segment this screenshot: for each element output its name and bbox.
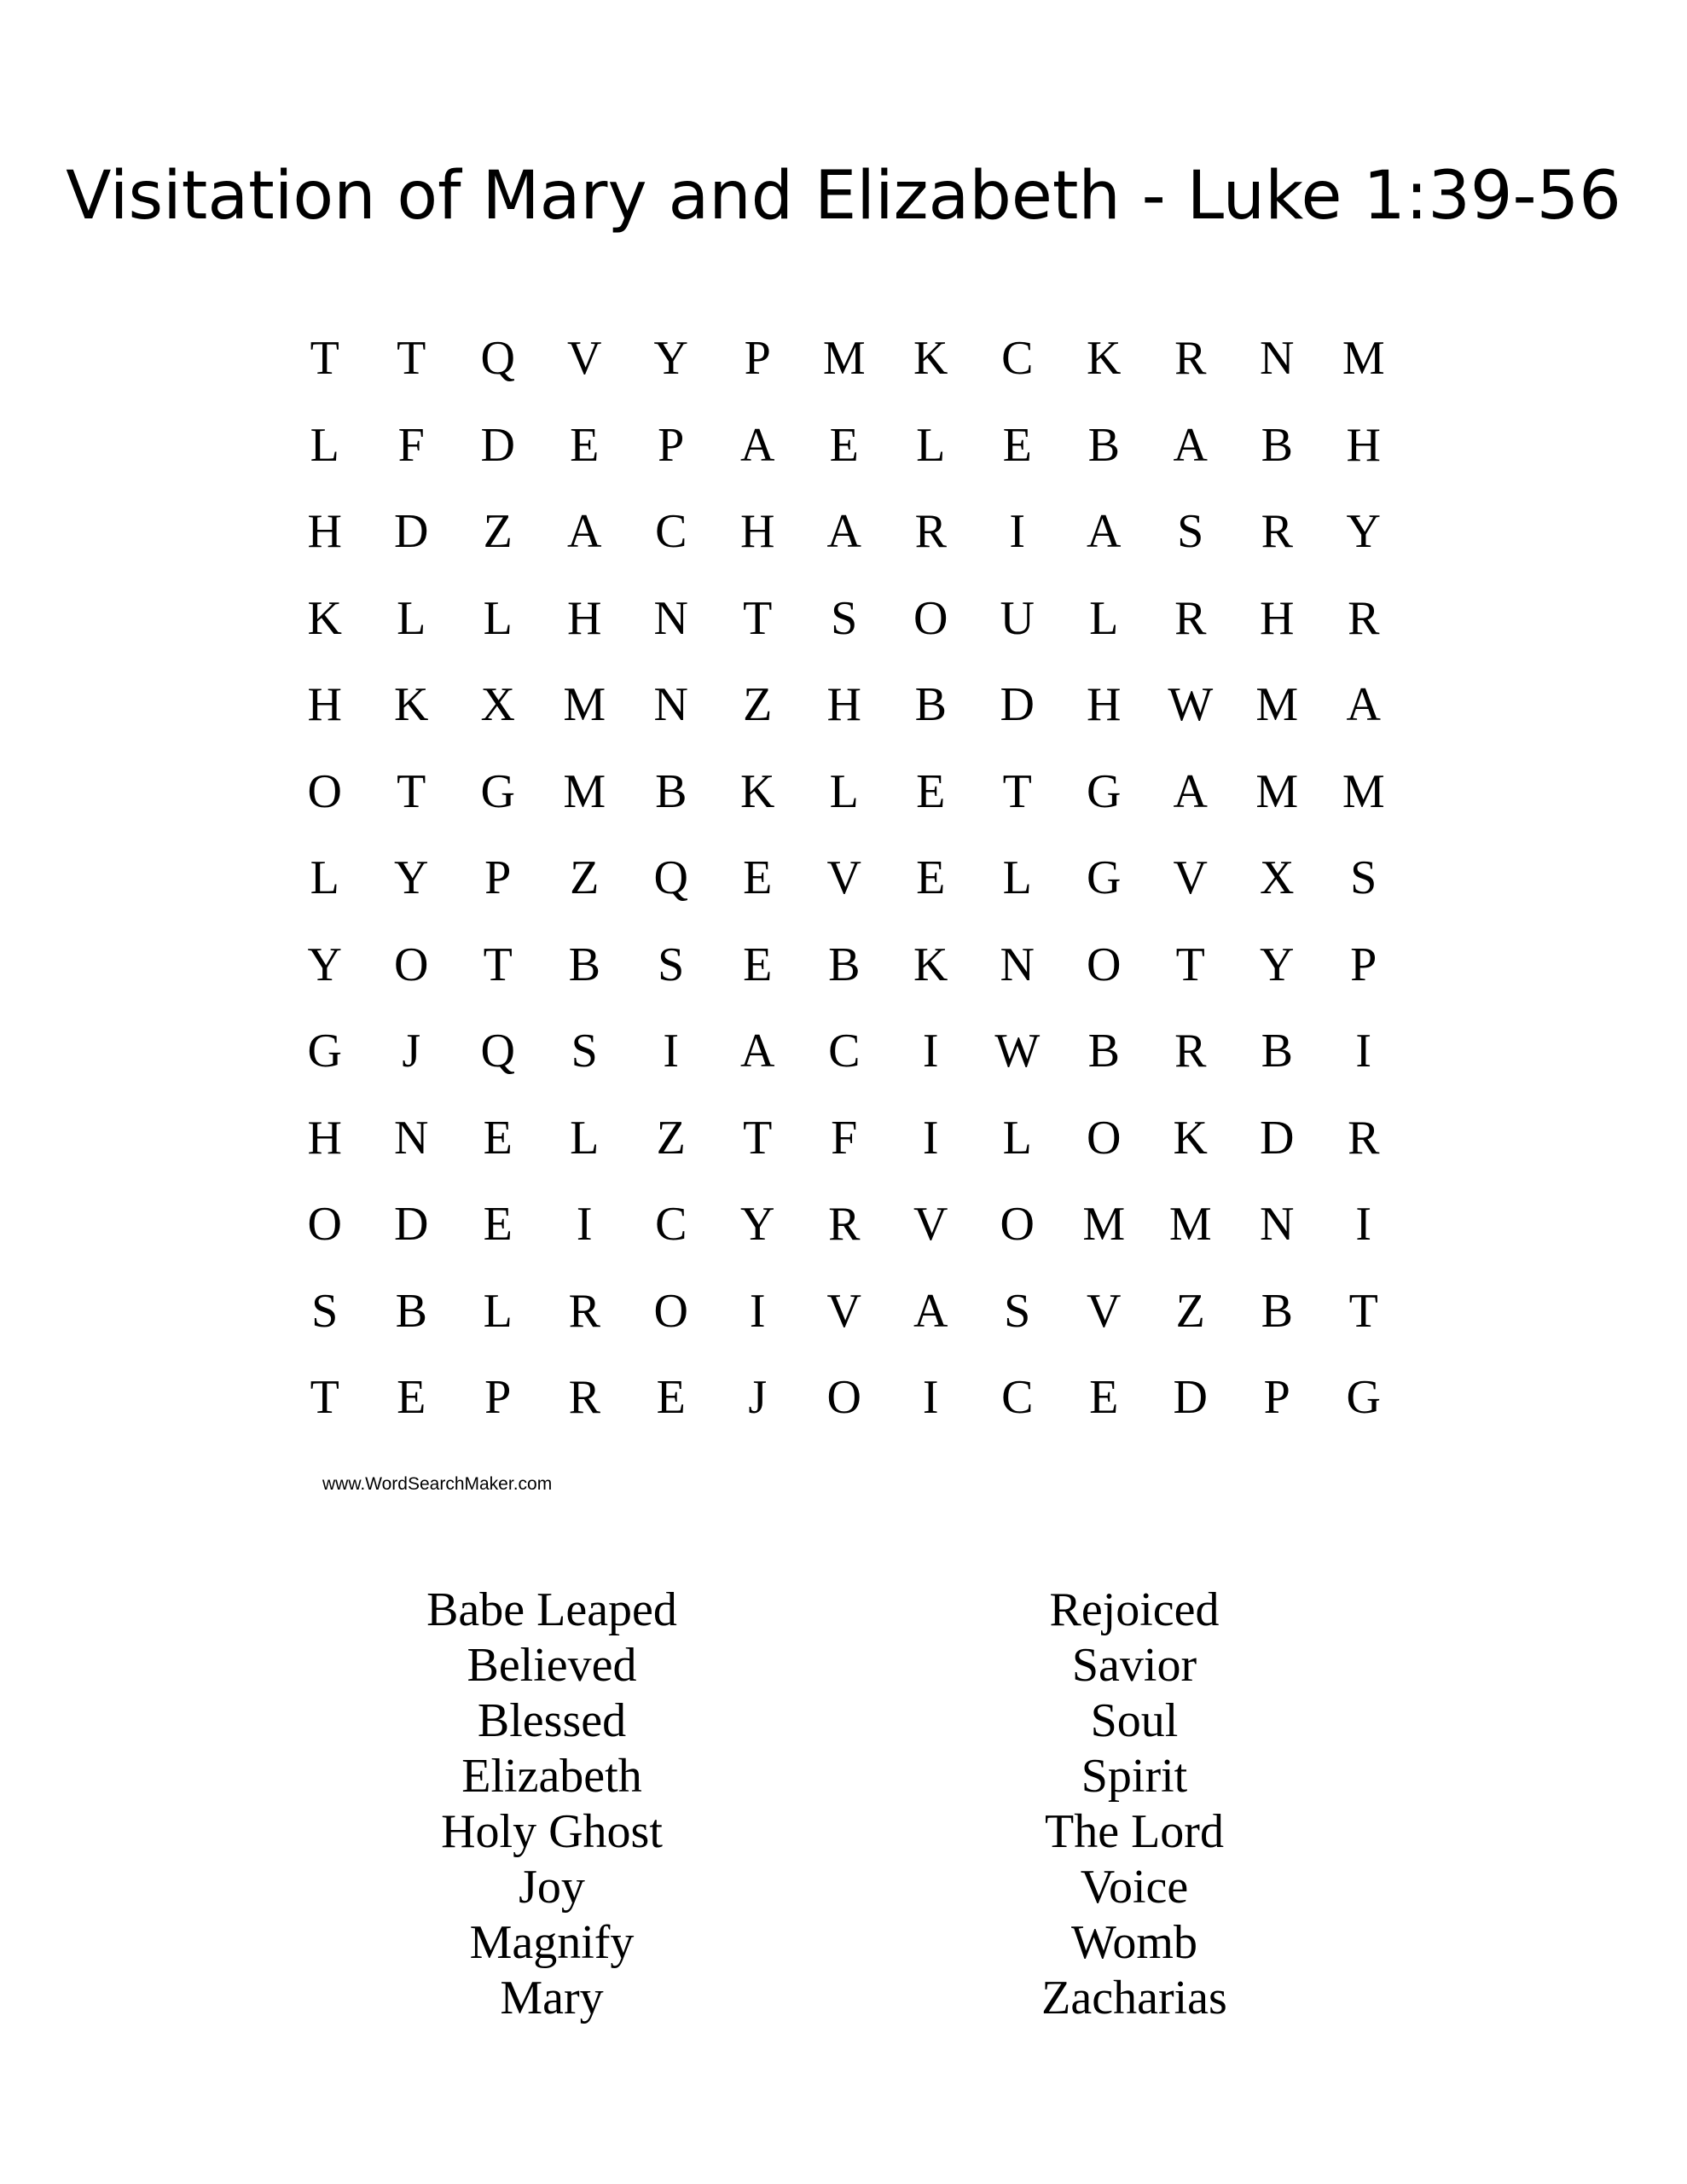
grid-letter: Y xyxy=(394,851,429,904)
grid-letter: O xyxy=(1087,938,1122,991)
grid-letter: O xyxy=(307,764,342,818)
grid-letter: E xyxy=(483,1198,513,1251)
grid-letter: R xyxy=(1174,332,1207,385)
grid-letter: A xyxy=(567,505,602,558)
grid-letter: V xyxy=(826,851,861,904)
grid-letter: D xyxy=(394,505,429,558)
grid-letter: B xyxy=(1261,418,1293,472)
grid-letter: Y xyxy=(307,938,342,991)
grid-letter: B xyxy=(655,764,687,818)
grid-letter: B xyxy=(568,938,600,991)
word-list-item: Elizabeth xyxy=(461,1750,642,1803)
grid-letter: T xyxy=(483,938,513,991)
grid-letter: B xyxy=(1261,1284,1293,1338)
word-list-item: Womb xyxy=(1071,1916,1197,1969)
grid-letter: E xyxy=(916,764,946,818)
grid-letter: B xyxy=(1087,1025,1120,1077)
grid-letter: M xyxy=(563,678,606,731)
grid-letter: L xyxy=(483,1284,513,1338)
grid-letter: V xyxy=(1173,851,1208,904)
grid-letter: L xyxy=(1002,851,1032,904)
grid-letter: T xyxy=(743,591,773,645)
word-list-item: Voice xyxy=(1080,1861,1189,1914)
grid-letter: Z xyxy=(1175,1284,1205,1338)
grid-letter: Z xyxy=(570,851,600,904)
source-credit: www.WordSearchMaker.com xyxy=(322,1474,553,1494)
grid-letter: B xyxy=(1087,418,1120,472)
grid-letter: V xyxy=(913,1198,948,1251)
grid-letter: N xyxy=(1000,938,1035,991)
grid-letter: I xyxy=(922,1371,939,1424)
grid-letter: C xyxy=(828,1025,861,1077)
grid-letter: E xyxy=(397,1371,426,1424)
grid-letter: R xyxy=(914,505,947,558)
grid-letter: R xyxy=(568,1371,600,1424)
grid-letter: L xyxy=(1089,591,1119,645)
grid-letter: O xyxy=(307,1198,342,1251)
grid-letter: F xyxy=(831,1111,858,1165)
grid-letter: O xyxy=(826,1371,861,1424)
grid-letter: S xyxy=(1004,1284,1031,1338)
grid-letter: B xyxy=(1261,1025,1293,1077)
grid-letter: G xyxy=(1087,851,1122,904)
grid-letter: I xyxy=(1009,505,1026,558)
grid-letter: E xyxy=(829,418,859,472)
word-list-item: Magnify xyxy=(469,1916,635,1969)
grid-letter: E xyxy=(916,851,946,904)
grid-letter: K xyxy=(913,938,948,991)
grid-letter: H xyxy=(1260,591,1295,645)
grid-letter: N xyxy=(653,591,688,645)
grid-letter: N xyxy=(1260,1198,1295,1251)
grid-letter: X xyxy=(480,678,515,731)
grid-letter: H xyxy=(826,678,861,731)
grid-letter: A xyxy=(1346,678,1381,731)
grid-letter: R xyxy=(1174,591,1207,645)
grid-letter: X xyxy=(1260,851,1295,904)
letter-grid xyxy=(281,316,1407,1442)
grid-letter: O xyxy=(653,1284,688,1338)
grid-letter: E xyxy=(483,1111,513,1165)
word-list-item: Zacharias xyxy=(1041,1972,1227,2024)
grid-letter: T xyxy=(1175,938,1205,991)
grid-letter: Y xyxy=(1346,505,1381,558)
page-title: Visitation of Mary and Elizabeth - Luke 1:39-56 xyxy=(66,158,1621,235)
grid-letter: A xyxy=(826,505,861,558)
grid-letter: H xyxy=(1087,678,1122,731)
grid-letter: M xyxy=(1342,764,1385,818)
grid-letter: Q xyxy=(653,851,688,904)
grid-letter: C xyxy=(1001,1371,1034,1424)
grid-letter: W xyxy=(994,1025,1041,1077)
grid-letter: R xyxy=(1348,591,1380,645)
grid-letter: M xyxy=(1168,1198,1212,1251)
grid-letter: P xyxy=(658,418,685,472)
grid-letter: I xyxy=(922,1111,939,1165)
grid-letter: O xyxy=(394,938,429,991)
word-list-left xyxy=(339,1583,765,2026)
word-list-item: Babe Leaped xyxy=(426,1583,677,1636)
grid-letter: K xyxy=(1087,332,1122,385)
word-list-item: Spirit xyxy=(1081,1750,1188,1803)
grid-letter: F xyxy=(397,418,425,472)
grid-letter: T xyxy=(397,764,426,818)
grid-letter: H xyxy=(1346,418,1381,472)
grid-letter: L xyxy=(1002,1111,1032,1165)
word-list-item: Rejoiced xyxy=(1049,1583,1220,1636)
grid-letter: R xyxy=(828,1198,861,1251)
grid-letter: U xyxy=(1000,591,1035,645)
grid-letter: L xyxy=(570,1111,600,1165)
grid-letter: E xyxy=(1002,418,1032,472)
word-list-item: The Lord xyxy=(1045,1805,1224,1858)
grid-letter: B xyxy=(914,678,947,731)
grid-letter: H xyxy=(567,591,602,645)
grid-letter: A xyxy=(740,418,775,472)
grid-letter: P xyxy=(1263,1371,1290,1424)
grid-letter: I xyxy=(1355,1025,1372,1077)
grid-letter: P xyxy=(1350,938,1377,991)
grid-letter: Z xyxy=(656,1111,686,1165)
word-list-item: Blessed xyxy=(477,1694,627,1747)
word-list-right xyxy=(921,1583,1348,2026)
grid-letter: R xyxy=(568,1284,600,1338)
grid-letter: L xyxy=(829,764,859,818)
grid-letter: M xyxy=(1255,764,1299,818)
grid-letter: O xyxy=(1000,1198,1035,1251)
grid-letter: Q xyxy=(480,1025,515,1077)
grid-letter: J xyxy=(748,1371,768,1424)
grid-letter: T xyxy=(1348,1284,1378,1338)
grid-letter: Z xyxy=(483,505,513,558)
grid-letter: O xyxy=(1087,1111,1122,1165)
grid-letter: K xyxy=(307,591,342,645)
grid-letter: M xyxy=(1255,678,1299,731)
grid-letter: R xyxy=(1348,1111,1380,1165)
grid-letter: C xyxy=(655,1198,687,1251)
grid-letter: S xyxy=(1177,505,1204,558)
grid-letter: T xyxy=(397,332,426,385)
grid-letter: V xyxy=(826,1284,861,1338)
grid-letter: I xyxy=(1355,1198,1372,1251)
grid-letter: S xyxy=(571,1025,598,1077)
grid-letter: N xyxy=(394,1111,429,1165)
grid-letter: K xyxy=(913,332,948,385)
grid-letter: T xyxy=(310,332,339,385)
grid-letter: J xyxy=(402,1025,421,1077)
grid-letter: S xyxy=(831,591,858,645)
grid-letter: P xyxy=(744,332,771,385)
grid-letter: Y xyxy=(653,332,688,385)
word-list-item: Holy Ghost xyxy=(441,1805,663,1858)
grid-letter: D xyxy=(480,418,515,472)
grid-letter: Z xyxy=(743,678,773,731)
grid-letter: N xyxy=(1260,332,1295,385)
grid-letter: I xyxy=(663,1025,680,1077)
grid-letter: H xyxy=(307,505,342,558)
grid-letter: M xyxy=(563,764,606,818)
grid-letter: P xyxy=(484,1371,512,1424)
grid-letter: K xyxy=(1173,1111,1208,1165)
grid-letter: G xyxy=(307,1025,342,1077)
grid-letter: A xyxy=(1087,505,1122,558)
grid-letter: L xyxy=(483,591,513,645)
grid-letter: P xyxy=(484,851,512,904)
grid-letter: I xyxy=(576,1198,593,1251)
grid-letter: V xyxy=(567,332,602,385)
grid-letter: A xyxy=(1173,418,1208,472)
grid-letter: N xyxy=(653,678,688,731)
grid-letter: G xyxy=(1346,1371,1381,1424)
grid-letter: A xyxy=(913,1284,948,1338)
grid-letter: K xyxy=(740,764,775,818)
grid-letter: L xyxy=(397,591,426,645)
grid-letter: V xyxy=(1087,1284,1122,1338)
grid-letter: D xyxy=(1260,1111,1295,1165)
grid-letter: C xyxy=(655,505,687,558)
grid-letter: T xyxy=(310,1371,339,1424)
grid-letter: Q xyxy=(480,332,515,385)
word-list-item: Savior xyxy=(1071,1639,1197,1692)
grid-letter: G xyxy=(480,764,515,818)
grid-letter: E xyxy=(1089,1371,1119,1424)
grid-letter: C xyxy=(1001,332,1034,385)
grid-letter: B xyxy=(395,1284,427,1338)
grid-letter: D xyxy=(394,1198,429,1251)
grid-letter: W xyxy=(1168,678,1214,731)
grid-letter: A xyxy=(1173,764,1208,818)
grid-letter: R xyxy=(1174,1025,1207,1077)
grid-letter: I xyxy=(922,1025,939,1077)
grid-letter: S xyxy=(658,938,685,991)
grid-letter: B xyxy=(828,938,861,991)
grid-letter: T xyxy=(743,1111,773,1165)
grid-letter: E xyxy=(743,938,773,991)
grid-letter: M xyxy=(1082,1198,1126,1251)
grid-letter: S xyxy=(311,1284,339,1338)
grid-letter: Y xyxy=(740,1198,775,1251)
grid-letter: L xyxy=(310,851,339,904)
grid-letter: E xyxy=(656,1371,686,1424)
grid-letter: H xyxy=(307,678,342,731)
word-list-item: Mary xyxy=(500,1972,604,2024)
grid-letter: E xyxy=(743,851,773,904)
grid-letter: H xyxy=(740,505,775,558)
word-list-item: Believed xyxy=(467,1639,637,1692)
grid-letter: Y xyxy=(1260,938,1295,991)
grid-letter: I xyxy=(749,1284,766,1338)
word-list-item: Soul xyxy=(1090,1694,1179,1747)
grid-letter: M xyxy=(822,332,866,385)
grid-letter: E xyxy=(570,418,600,472)
grid-letter: O xyxy=(913,591,948,645)
grid-letter: M xyxy=(1342,332,1385,385)
grid-letter: H xyxy=(307,1111,342,1165)
grid-letter: L xyxy=(310,418,339,472)
grid-letter: T xyxy=(1002,764,1032,818)
grid-letter: S xyxy=(1350,851,1377,904)
word-list-item: Joy xyxy=(519,1861,585,1914)
grid-letter: L xyxy=(916,418,946,472)
grid-letter: G xyxy=(1087,764,1122,818)
grid-letter: D xyxy=(1173,1371,1208,1424)
grid-letter: A xyxy=(740,1025,775,1077)
grid-letter: K xyxy=(394,678,429,731)
grid-letter: R xyxy=(1261,505,1293,558)
grid-letter: D xyxy=(1000,678,1035,731)
